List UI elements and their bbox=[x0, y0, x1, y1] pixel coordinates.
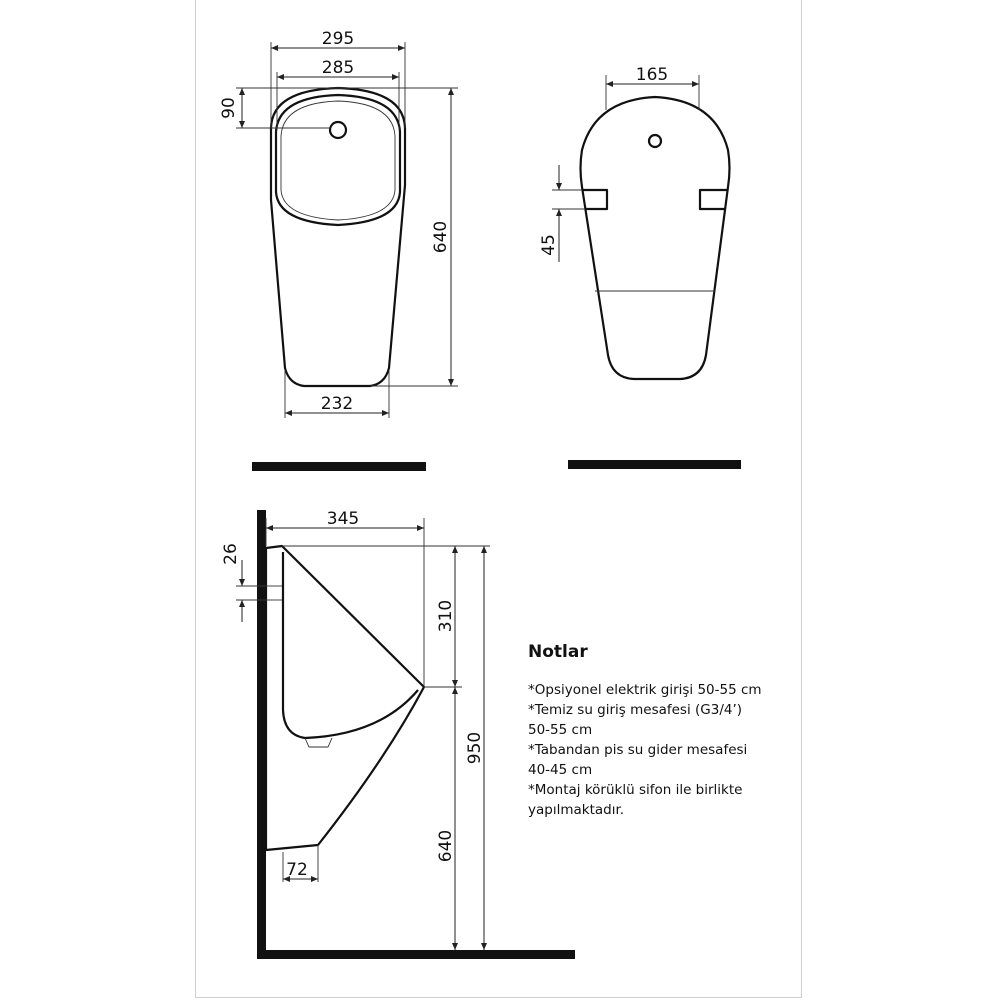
back-view-base-bar bbox=[568, 460, 741, 469]
dim-front-inner-width: 285 bbox=[321, 58, 355, 78]
note-line: yapılmaktadır. bbox=[528, 802, 625, 818]
back-view-body bbox=[581, 97, 730, 379]
note-line: *Temiz su giriş mesafesi (G3/4’) bbox=[528, 702, 743, 718]
dim-front-inlet-offset: 90 bbox=[219, 97, 239, 119]
dim-side-total-height: 950 bbox=[465, 731, 485, 765]
notes-panel bbox=[528, 642, 798, 820]
front-view-bowl-inner bbox=[281, 101, 395, 220]
dim-side-depth: 345 bbox=[326, 509, 360, 529]
side-view bbox=[221, 509, 575, 959]
dim-side-outlet: 72 bbox=[286, 860, 308, 880]
note-line: *Tabandan pis su gider mesafesi bbox=[528, 742, 748, 758]
notes-title: Notlar bbox=[528, 642, 588, 662]
note-line: *Opsiyonel elektrik girişi 50-55 cm bbox=[528, 682, 762, 698]
front-view-inlet-hole bbox=[330, 122, 346, 138]
front-view-body bbox=[271, 88, 405, 386]
dim-back-bracket-height: 45 bbox=[539, 234, 559, 256]
front-view-base-bar bbox=[252, 462, 426, 471]
dim-side-upper-height: 310 bbox=[436, 599, 456, 633]
side-view-bowl bbox=[283, 552, 418, 738]
dim-side-mount-height: 640 bbox=[436, 829, 456, 863]
dim-front-bottom-width: 232 bbox=[320, 394, 354, 414]
side-view-body bbox=[266, 546, 424, 850]
back-view bbox=[539, 65, 741, 469]
dim-side-top-offset: 26 bbox=[221, 543, 241, 565]
note-line: 40-45 cm bbox=[528, 762, 593, 778]
front-view bbox=[219, 29, 458, 471]
side-view-wall bbox=[257, 510, 266, 954]
dim-back-bracket-spacing: 165 bbox=[635, 65, 669, 85]
back-view-inlet-hole bbox=[649, 135, 661, 147]
back-view-right-bracket bbox=[700, 190, 728, 209]
side-view-drain bbox=[305, 738, 332, 747]
dim-front-top-width: 295 bbox=[321, 29, 355, 49]
note-line: *Montaj körüklü sifon ile birlikte bbox=[528, 782, 743, 798]
note-line: 50-55 cm bbox=[528, 722, 593, 738]
side-view-floor bbox=[257, 950, 575, 959]
dim-front-height: 640 bbox=[431, 220, 451, 254]
front-view-bowl-rim bbox=[276, 95, 400, 225]
